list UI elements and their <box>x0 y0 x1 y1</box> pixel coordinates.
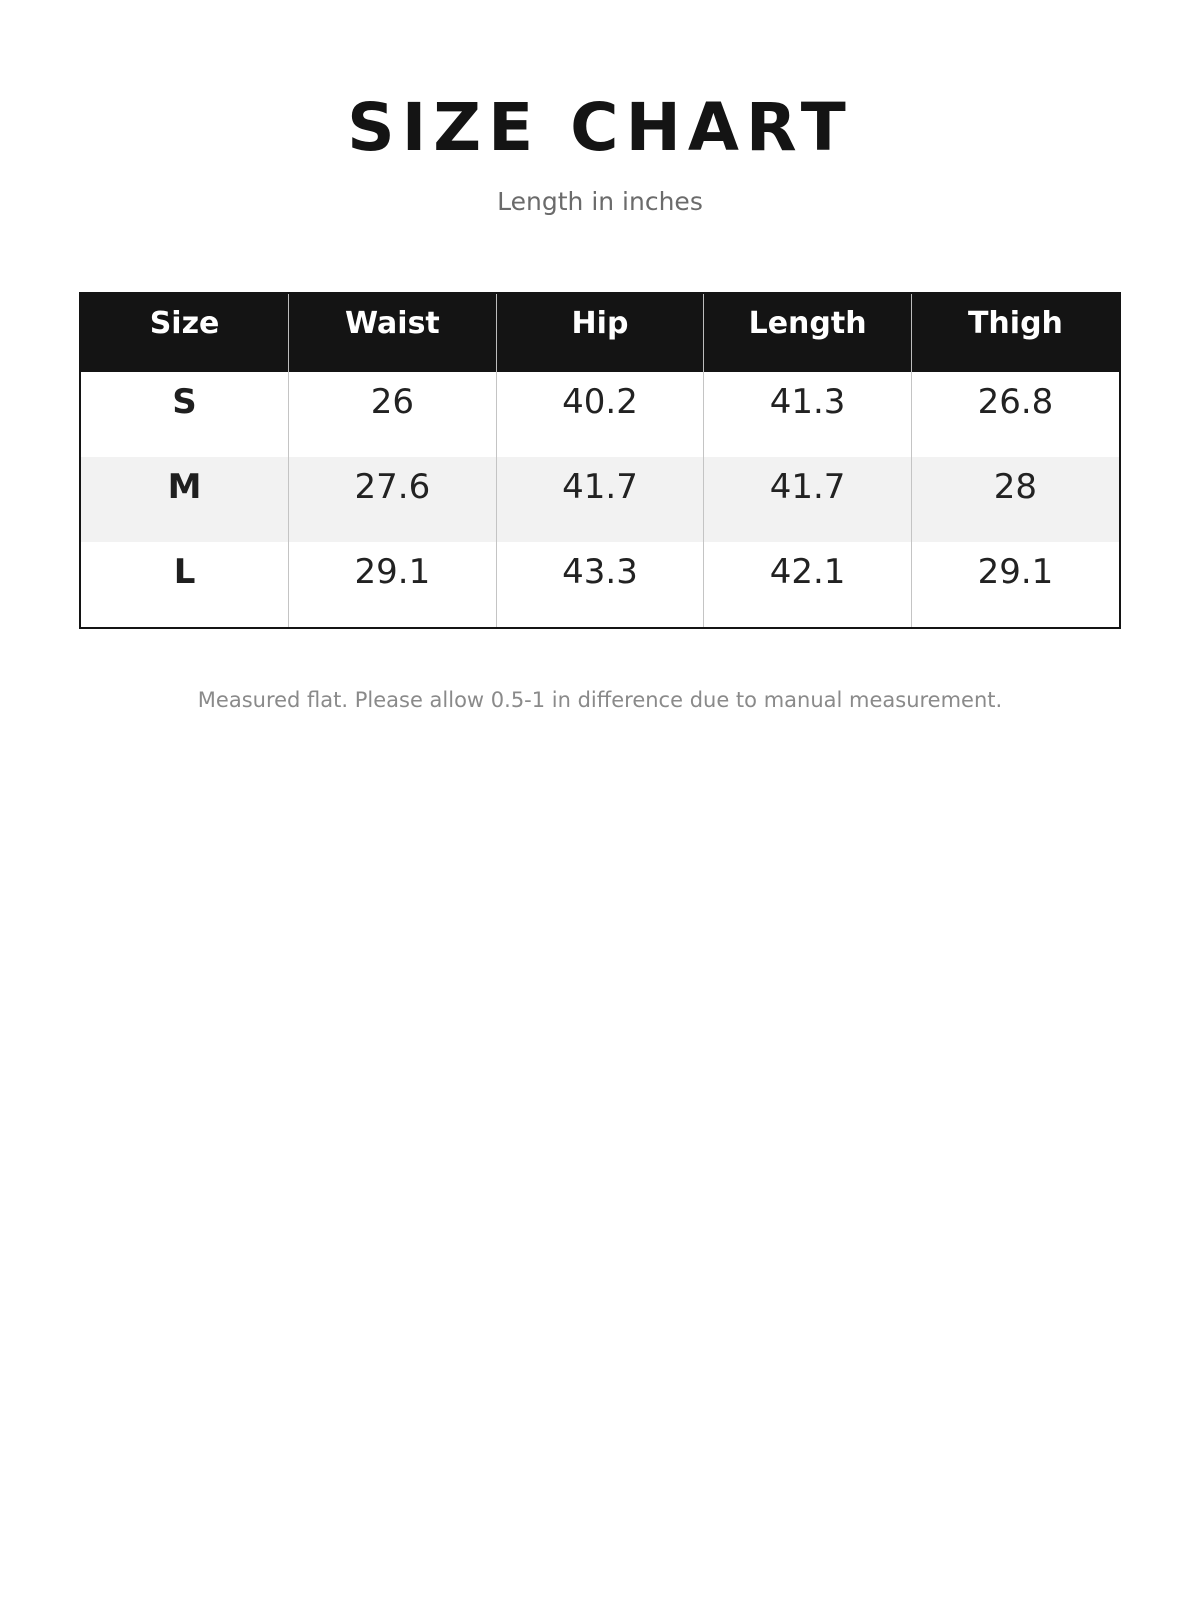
header-cell-hip: Hip <box>496 294 704 372</box>
length-cell: 41.3 <box>704 372 912 457</box>
header-cell-size: Size <box>149 306 220 341</box>
header-cell-waist: Waist <box>289 294 497 372</box>
hip-cell: 40.2 <box>496 372 704 457</box>
header-cell-length: Length <box>704 294 912 372</box>
table-row <box>81 457 1119 542</box>
length-cell: 41.7 <box>704 457 912 542</box>
measurement-note: Measured flat. Please allow 0.5-1 in difference due to manual measurement. <box>197 688 1003 712</box>
size-label-cell: M <box>167 467 202 507</box>
size-label-cell: L <box>173 552 196 592</box>
table-row <box>81 372 1119 457</box>
size-table-body <box>81 372 1119 627</box>
page-title: SIZE CHART <box>347 89 853 166</box>
thigh-cell: 28 <box>911 457 1119 542</box>
waist-cell: 29.1 <box>289 542 497 627</box>
size-table <box>81 294 1119 627</box>
header-row <box>81 294 1119 372</box>
hip-cell: 41.7 <box>496 457 704 542</box>
thigh-cell: 29.1 <box>911 542 1119 627</box>
length-cell: 42.1 <box>704 542 912 627</box>
table-row <box>81 542 1119 627</box>
waist-cell: 27.6 <box>289 457 497 542</box>
thigh-cell: 26.8 <box>911 372 1119 457</box>
size-table-header <box>81 294 1119 372</box>
size-label-cell: S <box>172 382 197 422</box>
hip-cell: 43.3 <box>496 542 704 627</box>
header-cell-thigh: Thigh <box>911 294 1119 372</box>
waist-cell: 26 <box>289 372 497 457</box>
size-table-container <box>79 292 1121 629</box>
page-subtitle: Length in inches <box>497 187 703 216</box>
